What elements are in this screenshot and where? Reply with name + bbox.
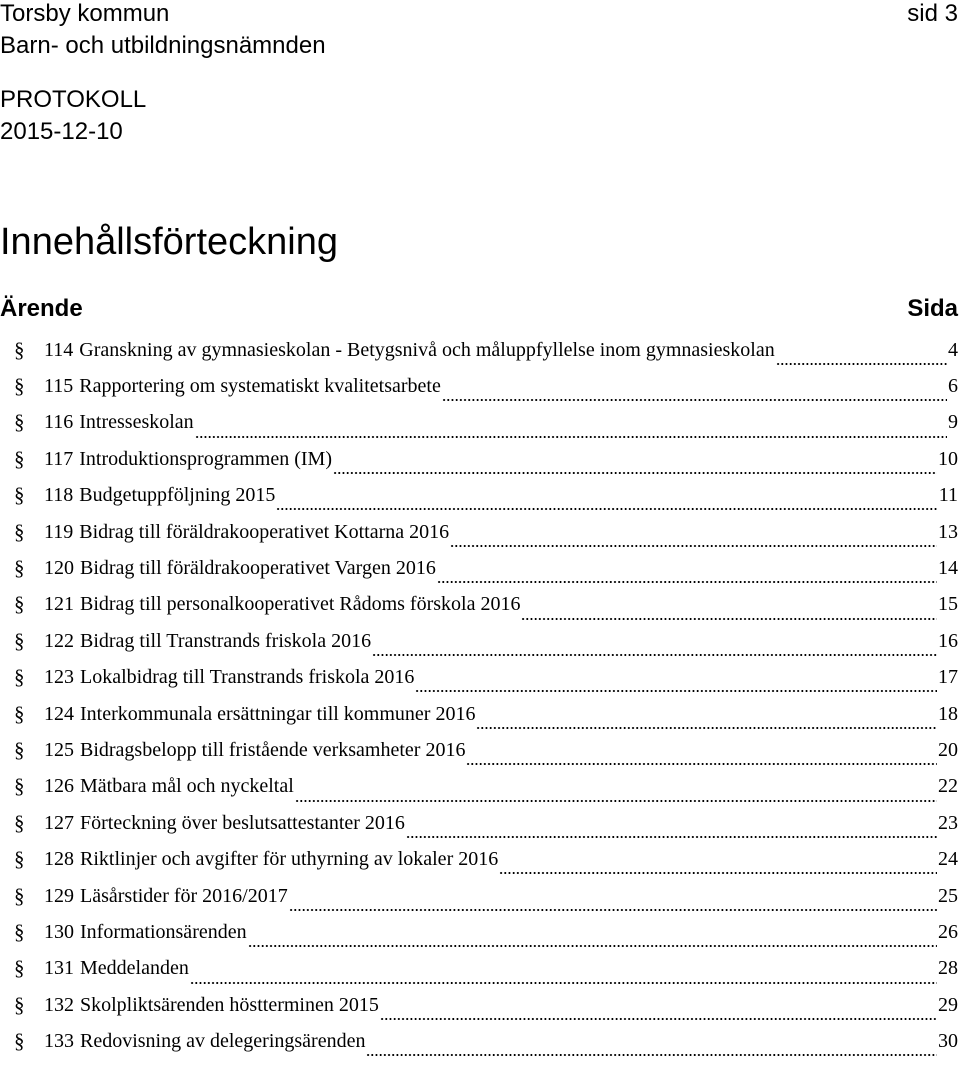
toc-entry[interactable] (0, 623, 958, 659)
section-symbol: § (14, 628, 25, 653)
toc-entry-title: Budgetuppföljning 2015 (79, 484, 276, 507)
section-symbol: § (14, 519, 25, 544)
section-symbol: § (14, 992, 25, 1017)
toc-entry-number: 125 (44, 738, 74, 761)
toc-entry[interactable] (0, 696, 958, 732)
toc-entry-page: 6 (948, 375, 958, 398)
toc-entry[interactable] (0, 368, 958, 404)
toc-entry-title: Bidragsbelopp till fristående verksamheter 2016 (80, 738, 466, 761)
meeting-date: 2015-12-10 (0, 118, 123, 145)
toc-entry-title: Riktlinjer och avgifter för uthyrning av lokaler 2016 (80, 848, 499, 871)
dot-leader (248, 942, 937, 951)
toc-entry-title: Förteckning över beslutsattestanter 2016 (80, 811, 405, 834)
dot-leader (521, 614, 937, 623)
toc-entry-number: 129 (44, 884, 74, 907)
dot-leader (476, 723, 937, 732)
toc-entry[interactable] (0, 914, 958, 950)
section-symbol: § (14, 374, 25, 399)
toc-entry-title: Rapportering om systematiskt kvalitetsarbete (79, 375, 441, 398)
toc-entry-title: Lokalbidrag till Transtrands friskola 2016 (80, 666, 415, 689)
section-symbol: § (14, 919, 25, 944)
toc-entry-page: 28 (938, 957, 958, 980)
toc-entry-number: 132 (44, 993, 74, 1016)
dot-leader (295, 796, 937, 805)
toc-entry-number: 122 (44, 629, 74, 652)
section-symbol: § (14, 1029, 25, 1054)
toc-entry[interactable] (0, 660, 958, 696)
toc-entry-page: 15 (938, 593, 958, 616)
toc-entry-page: 13 (938, 520, 958, 543)
toc-entry[interactable] (0, 478, 958, 514)
section-symbol: § (14, 410, 25, 435)
board-name: Barn- och utbildningsnämnden (0, 32, 326, 59)
toc-entry-number: 120 (44, 557, 74, 580)
toc-title: Innehållsförteckning (0, 221, 338, 263)
section-symbol: § (14, 556, 25, 581)
dot-leader (776, 359, 947, 368)
toc-entry-number: 121 (44, 593, 74, 616)
toc-entry-number: 115 (44, 375, 74, 398)
toc-entry[interactable] (0, 732, 958, 768)
section-symbol: § (14, 847, 25, 872)
dot-leader (406, 832, 937, 841)
toc-entry-page: 11 (938, 484, 958, 507)
column-header-matter: Ärende (0, 295, 83, 322)
toc-entry-title: Interkommunala ersättningar till kommuner 2016 (80, 702, 476, 725)
toc-entry[interactable] (0, 514, 958, 550)
toc-entry-title: Intresseskolan (79, 411, 194, 434)
section-symbol: § (14, 737, 25, 762)
toc-entry-number: 126 (44, 775, 74, 798)
toc-entry-number: 114 (44, 338, 74, 361)
toc-entry-title: Skolpliktsärenden höstterminen 2015 (80, 993, 379, 1016)
toc-entry[interactable] (0, 332, 958, 368)
dot-leader (466, 760, 937, 769)
section-symbol: § (14, 774, 25, 799)
dot-leader (415, 687, 937, 696)
toc-entry-page: 18 (938, 702, 958, 725)
toc-entry-number: 124 (44, 702, 74, 725)
toc-entry-number: 128 (44, 848, 74, 871)
section-symbol: § (14, 592, 25, 617)
toc-entry[interactable] (0, 987, 958, 1023)
toc-entry-number: 133 (44, 1030, 74, 1053)
section-symbol: § (14, 337, 25, 362)
toc-entry-title: Bidrag till föräldrakooperativet Vargen 2016 (80, 557, 436, 580)
toc-entry-page: 14 (938, 557, 958, 580)
toc-entry[interactable] (0, 805, 958, 841)
toc-entry[interactable] (0, 1023, 958, 1059)
section-symbol: § (14, 701, 25, 726)
toc-entry-number: 127 (44, 811, 74, 834)
page-number: sid 3 (907, 0, 958, 27)
municipality-name: Torsby kommun (0, 0, 170, 27)
dot-leader (366, 1051, 937, 1060)
toc-entry-title: Bidrag till föräldrakooperativet Kottarna 2016 (79, 520, 450, 543)
toc-entry-title: Informationsärenden (80, 920, 247, 943)
section-symbol: § (14, 883, 25, 908)
toc-entry-title: Granskning av gymnasieskolan - Betygsnivå och måluppfyllelse inom gymnasieskolan (79, 338, 775, 361)
toc-entry-page: 29 (938, 993, 958, 1016)
section-symbol: § (14, 956, 25, 981)
toc-entry-title: Bidrag till Transtrands friskola 2016 (80, 629, 372, 652)
dot-leader (276, 505, 937, 514)
toc-entry-number: 117 (44, 447, 74, 470)
toc-entry-number: 131 (44, 957, 74, 980)
toc-entry[interactable] (0, 550, 958, 586)
document-type: PROTOKOLL (0, 86, 147, 113)
toc-entry[interactable] (0, 841, 958, 877)
toc-entry-number: 130 (44, 920, 74, 943)
toc-entry[interactable] (0, 769, 958, 805)
column-header-page: Sida (907, 295, 958, 322)
toc-entry-page: 4 (948, 338, 958, 361)
toc-entry-title: Läsårstider för 2016/2017 (80, 884, 288, 907)
toc-entry-page: 9 (948, 411, 958, 434)
toc-entry-number: 116 (44, 411, 74, 434)
toc-entry-title: Mätbara mål och nyckeltal (80, 775, 294, 798)
toc-entry-title: Introduktionsprogrammen (IM) (79, 447, 332, 470)
toc-entry[interactable] (0, 951, 958, 987)
toc-entry[interactable] (0, 405, 958, 441)
dot-leader (499, 869, 937, 878)
toc-entry-page: 25 (938, 884, 958, 907)
dot-leader (195, 432, 947, 441)
toc-entry[interactable] (0, 587, 958, 623)
dot-leader (437, 578, 937, 587)
dot-leader (442, 396, 947, 405)
dot-leader (190, 978, 937, 987)
toc-entry-page: 30 (938, 1030, 958, 1053)
dot-leader (450, 541, 937, 550)
toc-entry-page: 16 (938, 629, 958, 652)
dot-leader (380, 1014, 937, 1023)
toc-entry-number: 118 (44, 484, 74, 507)
section-symbol: § (14, 810, 25, 835)
toc-list (0, 332, 958, 1060)
toc-entry-title: Redovisning av delegeringsärenden (80, 1030, 366, 1053)
dot-leader (372, 651, 937, 660)
toc-entry-page: 24 (938, 848, 958, 871)
toc-entry-title: Bidrag till personalkooperativet Rådoms förskola 2016 (80, 593, 521, 616)
toc-entry-page: 20 (938, 738, 958, 761)
toc-entry-page: 26 (938, 920, 958, 943)
toc-entry-page: 23 (938, 811, 958, 834)
section-symbol: § (14, 446, 25, 471)
toc-entry[interactable] (0, 441, 958, 477)
toc-entry-title: Meddelanden (80, 957, 189, 980)
toc-entry-number: 123 (44, 666, 74, 689)
dot-leader (333, 469, 937, 478)
toc-entry[interactable] (0, 878, 958, 914)
section-symbol: § (14, 665, 25, 690)
section-symbol: § (14, 483, 25, 508)
toc-entry-number: 119 (44, 520, 74, 543)
toc-entry-page: 22 (938, 775, 958, 798)
toc-entry-page: 10 (938, 447, 958, 470)
dot-leader (289, 905, 937, 914)
toc-entry-page: 17 (938, 666, 958, 689)
